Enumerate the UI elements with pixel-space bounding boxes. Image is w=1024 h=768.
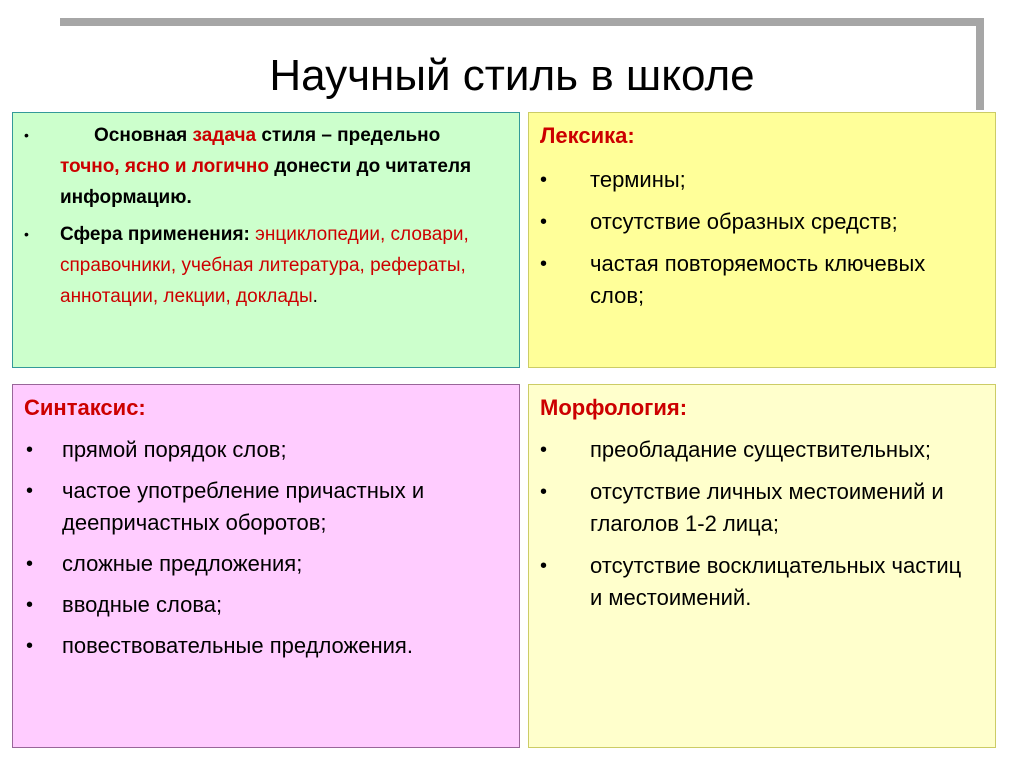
list-item [538, 248, 978, 312]
bullet: • [540, 439, 548, 461]
list-item [24, 475, 514, 539]
lexis-list [538, 164, 978, 322]
bullet: • [540, 211, 548, 233]
bullet: • [26, 480, 34, 502]
list-item [24, 630, 514, 662]
page-title: Научный стиль в школе [269, 51, 755, 100]
syntax-item: вводные слова; [62, 592, 223, 617]
list-item [24, 120, 504, 213]
bullet: • [540, 481, 548, 503]
syntax-item: прямой порядок слов; [62, 437, 287, 462]
bullet: • [26, 635, 34, 657]
purpose-keyword: задача [192, 125, 257, 146]
purpose-list [24, 120, 504, 312]
list-item [24, 434, 514, 466]
list-item [538, 206, 978, 238]
title-frame-top [60, 18, 984, 26]
list-item [538, 550, 978, 614]
purpose-text: стиля – предельно [256, 125, 441, 146]
bullet: • [24, 226, 29, 242]
syntax-list [24, 434, 514, 671]
bullet: • [24, 127, 29, 143]
list-item [538, 164, 978, 196]
scope-value: энциклопедии, словари, справочники, учебная литература, рефераты, аннотации, лекции, доклады [60, 224, 469, 307]
list-item [24, 548, 514, 580]
bullet: • [26, 594, 34, 616]
lexis-item: термины; [590, 167, 686, 192]
lexis-heading: Лексика: [540, 123, 635, 148]
bullet: • [26, 439, 34, 461]
bullet: • [540, 253, 548, 275]
syntax-item: частое употребление причастных и деепричастных оборотов; [62, 478, 425, 535]
list-item [538, 434, 978, 466]
bullet: • [540, 555, 548, 577]
list-item [538, 476, 978, 540]
syntax-item: сложные предложения; [62, 551, 303, 576]
lexis-item: частая повторяемость ключевых слов; [590, 251, 926, 308]
lexis-item: отсутствие образных средств; [590, 209, 898, 234]
morphology-item: преобладание существительных; [590, 437, 932, 462]
scope-label: Сфера применения: [60, 224, 256, 245]
list-item [24, 589, 514, 621]
morphology-list [538, 434, 978, 624]
morphology-heading: Морфология: [540, 395, 688, 420]
purpose-text: донести до читателя информацию. [60, 156, 472, 208]
syntax-item: повествовательные предложения. [62, 633, 413, 658]
syntax-heading: Синтаксис: [24, 395, 146, 420]
morphology-item: отсутствие восклицательных частиц и местоимений. [590, 553, 962, 610]
bullet: • [26, 553, 34, 575]
scope-end: . [312, 286, 318, 307]
morphology-item: отсутствие личных местоимений и глаголов 1-2 лица; [590, 479, 944, 536]
list-item [24, 219, 504, 312]
purpose-text: Основная [94, 125, 193, 146]
bullet: • [540, 169, 548, 191]
purpose-keyword: точно, ясно и логично [60, 156, 269, 177]
